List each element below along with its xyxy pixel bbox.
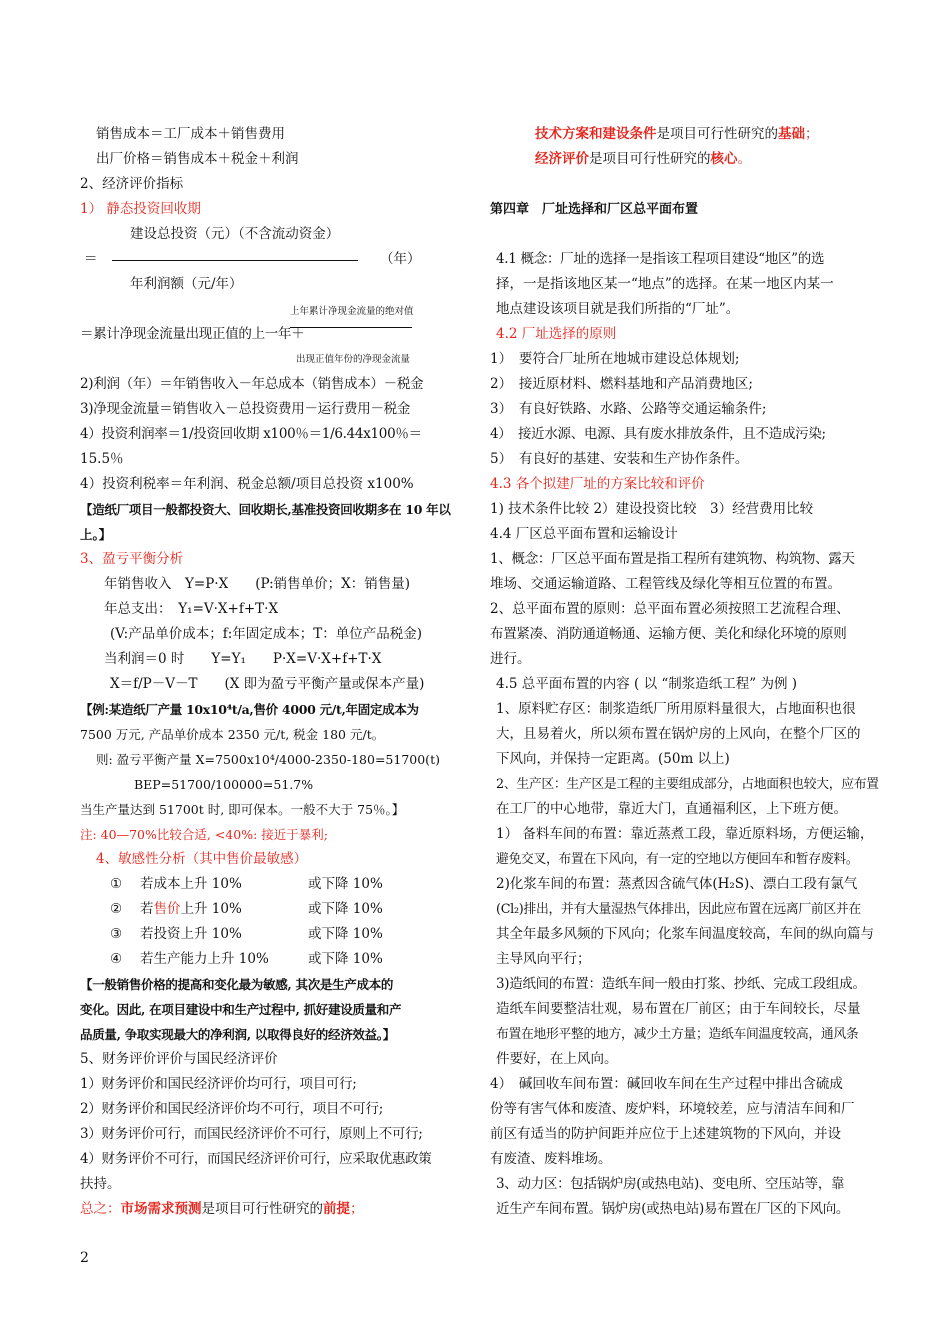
text-line: 2、生产区：生产区是工程的主要组成部分，占地面积也较大，应布置 <box>496 777 879 792</box>
text-line: 在工厂的中心地带，靠近大门，直通福利区，上下班方便。 <box>496 801 847 817</box>
formula-line: X＝f/P－V－T (X 即为盈亏平衡产量或保本产量) <box>110 676 425 692</box>
list-item: 3） 有良好铁路、水路、公路等交通运输条件; <box>490 401 767 417</box>
summary-line <box>80 1197 465 1222</box>
item-text-suffix: 上升 10% <box>180 901 242 917</box>
text-line: 1）财务评价和国民经济评价均可行，项目可行; <box>80 1076 357 1092</box>
formula-line: 年销售收入 Y=P·X (P:销售单价；X：销售量) <box>104 576 411 592</box>
text-line: 地点建设该项目就是我们所指的“厂址”。 <box>496 301 740 317</box>
fraction-bar <box>112 260 358 261</box>
item-alt: 或下降 10% <box>308 926 383 942</box>
text-line: 近生产车间布置。锅炉房(或热电站)易布置在厂区的下风向。 <box>496 1201 850 1217</box>
chapter-title: 第四章 厂址选择和厂区总平面布置 <box>490 202 699 217</box>
text-line: 3)净现金流量＝销售收入－总投资费用－运行费用－税金 <box>80 401 411 417</box>
summary-end: ； <box>805 126 819 142</box>
text-line: 避免交叉，布置在下风向，有一定的空地以方便回车和暂存废料。 <box>496 852 859 867</box>
sensitivity-row <box>80 947 465 972</box>
text-line: 3、动力区：包括锅炉房(或热电站)、变电所、空压站等，靠 <box>496 1176 845 1192</box>
text-line: 1、概念：厂区总平面布置是指工程所有建筑物、构筑物、露天 <box>490 551 855 567</box>
list-item: 1） 要符合厂址所在地城市建设总体规划; <box>490 351 740 367</box>
text-line: 择，一是指该地区某一“地点”的选择。在某一地区内某一 <box>496 276 834 292</box>
right-column <box>490 122 879 1222</box>
item-alt: 或下降 10% <box>308 876 383 892</box>
item-text: 若生产能力上升 10% <box>140 951 269 967</box>
text-line: 3)造纸间的布置：造纸车间一般由打浆、抄纸、完成工段组成。 <box>496 976 866 992</box>
payback-formula <box>80 322 465 347</box>
fraction-numerator: 建设总投资（元）（不含流动资金） <box>130 226 340 242</box>
example-line: 当生产量达到 51700t 时, 即可保本。一般不大于 75％。】 <box>80 802 405 817</box>
text-line: 1） 备料车间的布置：靠近蒸煮工段，靠近原料场，方便运输， <box>496 826 874 842</box>
text-line: 4）投资利润率＝1/投资回收期 x100％＝1/6.44x100％＝ <box>80 426 422 442</box>
formula-line: 年总支出： Y₁=V·X+f+T·X <box>104 601 279 617</box>
sensitivity-row <box>80 872 465 897</box>
section-heading: 4.2 厂址选择的原则 <box>496 326 617 342</box>
summary-text: 是项目可行性研究的 <box>589 151 711 167</box>
payback-numerator-text: 上年累计净现金流量的绝对值 <box>290 306 414 317</box>
sensitivity-row <box>80 897 465 922</box>
note-line: 注: 40—70%比较合适, <40%: 接近于暴利; <box>80 827 328 842</box>
summary-key: 经济评价 <box>535 151 589 167</box>
payback-formula-text: ＝累计净现金流量出现正值的上一年＋ <box>80 326 305 342</box>
example-line: 则: 盈亏平衡产量 X=7500x10⁴/4000-2350-180=51700(t) <box>96 752 440 767</box>
left-column <box>80 122 465 1222</box>
payback-denominator-text: 出现正值年份的净现金流量 <box>296 354 411 365</box>
item-number: ④ <box>110 951 123 967</box>
note-line: 变化。因此, 在项目建设中和生产过程中, 抓好建设质量和产 <box>80 1002 402 1017</box>
formula-line: 当利润＝0 时 Y=Y₁ P·X=V·X+f+T·X <box>104 651 382 667</box>
text-line: 2）财务评价和国民经济评价均不可行，项目不可行; <box>80 1101 383 1117</box>
summary-mid: 是项目可行性研究的 <box>201 1201 323 1217</box>
summary-line <box>490 122 875 147</box>
section-heading: 4、敏感性分析（其中售价最敏感） <box>96 851 308 867</box>
item-text: 若成本上升 10% <box>140 876 242 892</box>
fraction-denominator: 年利润额（元/年） <box>130 276 243 292</box>
text-line: 进行。 <box>490 651 531 667</box>
text-line: 布置在地形平整的地方，减少土方量；造纸车间温度较高，通风条 <box>496 1027 859 1042</box>
section-heading: 2、经济评价指标 <box>80 176 184 192</box>
note-line: 上。】 <box>80 527 112 542</box>
section-heading: 4.5 总平面布置的内容 ( 以 “制浆造纸工程” 为例 ) <box>496 676 798 692</box>
summary-end: ； <box>350 1201 364 1217</box>
text-line: 销售成本＝工厂成本＋销售费用 <box>96 126 285 142</box>
item-number: ① <box>110 876 123 892</box>
item-text: 若投资上升 10% <box>140 926 242 942</box>
example-line: 7500 万元, 产品单价成本 2350 元/t, 税金 180 元/t。 <box>80 727 385 742</box>
item-number: ③ <box>110 926 123 942</box>
text-line: 扶持。 <box>80 1176 121 1192</box>
example-line: BEP=51700/100000=51.7% <box>134 777 314 792</box>
example-line: 【例:某造纸厂产量 10x10⁴t/a,售价 4000 元/t,年固定成本为 <box>80 702 419 717</box>
note-line: 【一般销售价格的提高和变化最为敏感, 其次是生产成本的 <box>80 977 394 992</box>
page-number: 2 <box>80 1250 89 1266</box>
item-alt: 或下降 10% <box>308 951 383 967</box>
text-line: 1、原料贮存区：制浆造纸厂所用原料量很大，占地面积也很 <box>496 701 856 717</box>
summary-line <box>490 147 875 172</box>
text-line: 前区有适当的防护间距并应位于上述建筑物的下风向，并设 <box>490 1126 841 1142</box>
text-line: 下风向，并保持一定距离。(50m 以上) <box>496 751 730 767</box>
summary-key-2: 前提 <box>323 1201 350 1217</box>
payback-fraction-bar <box>290 327 412 328</box>
text-line: 出厂价格＝销售成本＋税金＋利润 <box>96 151 299 167</box>
subsection-heading: 1） 静态投资回收期 <box>80 201 201 217</box>
sensitivity-row <box>80 922 465 947</box>
equals-sign: ＝ <box>84 251 98 267</box>
text-line: 有废渣、废料堆场。 <box>490 1151 612 1167</box>
section-heading: 4.4 厂区总平面布置和运输设计 <box>490 526 678 542</box>
text-line: 其全年最多风频的下风向；化浆车间温度较高，车间的纵向篇与 <box>496 926 874 942</box>
text-line: 2)化浆车间的布置：蒸煮因含硫气体(H₂S)、漂白工段有氯气 <box>496 876 858 892</box>
text-line: 份等有害气体和废渣、废炉料，环境较差，应与清洁车间和厂 <box>490 1101 855 1117</box>
text-line: 2、总平面布置的原则：总平面布置必须按照工艺流程合理、 <box>490 601 850 617</box>
text-line: 大，且易着火，所以须布置在锅炉房的上风向，在整个厂区的 <box>496 726 861 742</box>
summary-key: 基础 <box>778 126 805 142</box>
text-line: 2)利润（年）＝年销售收入－年总成本（销售成本）－税金 <box>80 376 424 392</box>
text-line: (Cl₂)排出，并有大量湿热气体排出，因此应布置在远离厂前区并在 <box>496 902 861 917</box>
item-number: ② <box>110 901 123 917</box>
list-item: 4） 接近水源、电源、具有废水排放条件，且不造成污染; <box>490 426 826 442</box>
text-line: 4）投资利税率＝年利润、税金总额/项目总投资 x100% <box>80 476 414 492</box>
summary-text: 是项目可行性研究的 <box>656 126 778 142</box>
fraction-line <box>80 247 465 272</box>
section-heading: 5、财务评价评价与国民经济评价 <box>80 1051 278 1067</box>
text-line: 主导风向平行； <box>496 951 591 967</box>
section-heading: 3、盈亏平衡分析 <box>80 551 184 567</box>
summary-key: 技术方案和建设条件 <box>535 126 657 142</box>
note-line: 品质量, 争取实现最大的净利润, 以取得良好的经济效益。】 <box>80 1027 395 1042</box>
text-line: 3）财务评价可行，而国民经济评价不可行，原则上不可行; <box>80 1126 423 1142</box>
list-item: 2） 接近原材料、燃料基地和产品消费地区; <box>490 376 753 392</box>
text-line: 堆场、交通运输道路、工程管线及绿化等相互位置的布置。 <box>490 576 841 592</box>
note-line: 【造纸厂项目一般都投资大、回收期长,基准投资回收期多在 10 年以 <box>80 502 451 517</box>
text-line: 4）财务评价不可行，而国民经济评价可行，应采取优惠政策 <box>80 1151 432 1167</box>
payback-numerator <box>80 297 465 322</box>
spacer <box>490 222 875 247</box>
text-line: 4） 碱回收车间布置：碱回收车间在生产过程中排出含硫成 <box>490 1076 843 1092</box>
text-line: 15.5％ <box>80 451 124 467</box>
list-item: 5） 有良好的基建、安装和生产协作条件。 <box>490 451 749 467</box>
text-line: 布置紧凑、消防通道畅通、运输方便、美化和绿化环境的原则 <box>490 626 847 642</box>
summary-key: 核心 <box>710 151 738 167</box>
summary-key-1: 市场需求预测 <box>120 1201 202 1217</box>
item-text-highlight: 售价 <box>153 901 181 917</box>
fraction-unit: （年） <box>380 251 421 267</box>
payback-denominator <box>80 347 465 372</box>
text-line: 4.1 概念：厂址的选择一是指该工程项目建设“地区”的选 <box>496 251 825 267</box>
item-alt: 或下降 10% <box>308 901 383 917</box>
summary-end: 。 <box>737 151 751 167</box>
item-text-prefix: 若 <box>140 901 154 917</box>
text-line: 件要好，在上风向。 <box>496 1051 618 1067</box>
spacer <box>490 172 875 197</box>
summary-prefix: 总之： <box>80 1201 121 1217</box>
formula-line: (V:产品单价成本；f:年固定成本；T：单位产品税金) <box>110 626 423 642</box>
text-line: 1) 技术条件比较 2）建设投资比较 3）经营费用比较 <box>490 501 814 517</box>
item-text <box>140 897 242 922</box>
section-heading: 4.3 各个拟建厂址的方案比较和评价 <box>490 476 705 492</box>
text-line: 造纸车间要整洁壮观，易布置在厂前区；由于车间较长，尽量 <box>496 1001 861 1017</box>
